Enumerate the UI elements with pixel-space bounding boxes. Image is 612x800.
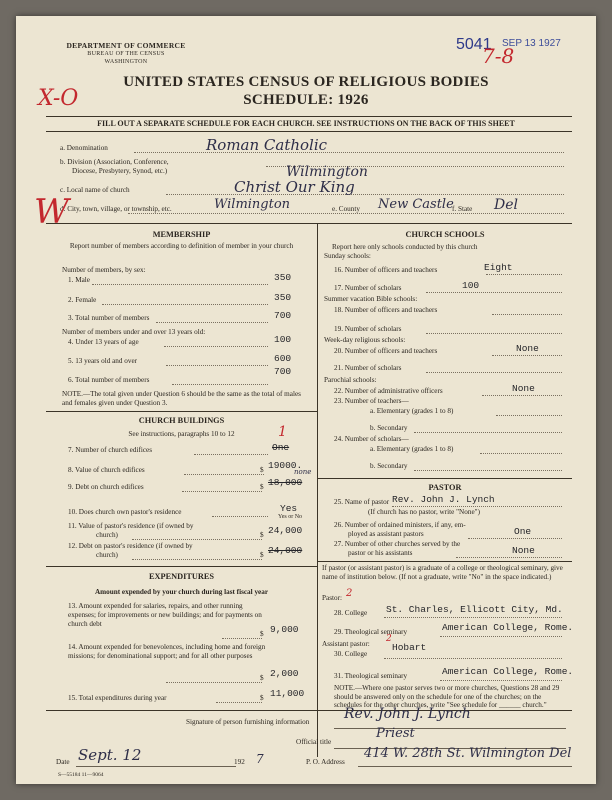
division-label-2: Diocese, Presbytery, Synod, etc.) [72,167,168,175]
q7-value: One [272,442,290,453]
q21-label: 21. Number of scholars [334,364,402,372]
vacation-schools-label: Summer vacation Bible schools: [324,295,418,303]
membership-instructions: Report number of members according to definition of member in your church [69,242,294,250]
q6-label: 6. Total number of members [68,376,150,384]
q2-value: 350 [274,292,292,303]
q31-label: 31. Theological seminary [334,672,408,680]
red-annotation-pastor: 2 [346,588,353,599]
q10-value: Yes [280,503,298,514]
q29-label: 29. Theological seminary [334,628,408,636]
q1-label: 1. Male [68,276,90,284]
q23b-label: b. Secondary [370,424,408,432]
q1-value: 350 [274,272,292,283]
year-label: 192 [234,758,245,766]
form-subtitle: SCHEDULE: 1926 [243,92,369,108]
local-name-value: Christ Our King [234,178,355,196]
q13-value: 9,000 [270,624,299,635]
q23a-label: a. Elementary (grades 1 to 8) [370,407,454,415]
schools-heading: CHURCH SCHOOLS [405,230,485,239]
pastor-label: Pastor: [322,594,342,602]
q10-label: 10. Does church own pastor's residence [68,508,182,516]
buildings-heading: CHURCH BUILDINGS [138,416,225,425]
q11-label: 11. Value of pastor's residence (if owned by [68,522,194,530]
division-value: Wilmington [286,164,368,180]
q3-value: 700 [274,310,292,321]
official-title-label: Official title [296,738,332,746]
q2-label: 2. Female [68,296,97,304]
parochial-schools-label: Parochial schools: [324,376,377,384]
age-label: Number of members under and over 13 years old: [62,328,206,336]
q27-label: 27. Number of other churches served by the [334,540,461,548]
signature-value: Rev. John J. Lynch [344,706,471,722]
q25-note: (If church has no pastor, write "None") [368,508,480,516]
q20-label: 20. Number of officers and teachers [334,347,438,355]
q26-label: 26. Number of ordained ministers, if any, em- [334,521,466,529]
q27-value: None [512,545,535,556]
year-value: 7 [256,752,264,766]
membership-heading: MEMBERSHIP [152,230,211,239]
schools-instructions: Report here only schools conducted by this church [332,243,478,251]
sunday-schools-label: Sunday schools: [324,252,371,260]
members-by-sex-label: Number of members, by sex: [62,266,146,274]
q7-label: 7. Number of church edifices [68,446,153,454]
yes-or-no-label: Yes or No [278,514,303,520]
department-block [56,42,196,66]
q25-value: Rev. John J. Lynch [392,494,495,505]
county-label: e. County [332,205,360,213]
q17-label: 17. Number of scholars [334,284,402,292]
county-value: New Castle [378,197,454,212]
q14-value: 2,000 [270,668,299,679]
q5-label: 5. 13 years old and over [68,357,138,365]
buildings-instructions: See instructions, paragraphs 10 to 12 [128,430,235,438]
q24b-label: b. Secondary [370,462,408,470]
pastor-heading: PASTOR [428,483,462,492]
denomination-label: a. Denomination [60,144,108,152]
file-number-stamp: 5041 [456,36,492,53]
state-label: f. State [452,205,473,213]
q29-value: American College, Rome. [442,622,574,633]
expenditures-instructions: Amount expended by your church during last fiscal year [94,588,269,596]
red-annotation-w: W [34,192,69,232]
q18-label: 18. Number of officers and teachers [334,306,438,314]
official-title-value: Priest [376,726,415,741]
q9-value: 18,000 [268,477,303,488]
q12-label: 12. Debt on pastor's residence (if owned by [68,542,193,550]
q28-value: St. Charles, Ellicott City, Md. [386,604,563,615]
state-value: Del [494,197,518,213]
q25-label: 25. Name of pastor [334,498,390,506]
q8-value: 19000. [268,460,303,471]
assistant-pastor-label: Assistant pastor: [322,640,370,648]
date-value: Sept. 12 [78,746,142,764]
bureau-name: BUREAU OF THE CENSUS [87,51,165,57]
form-code: S—55184 11—9064 [58,772,104,778]
q20-value: None [516,343,539,354]
q12-value: 24,000 [268,545,303,556]
q9-note: none [294,468,312,476]
q27-label-2: pastor or his assistants [348,549,413,557]
date-label: Date [56,758,70,766]
q3-label: 3. Total number of members [68,314,150,322]
q16-label: 16. Number of officers and teachers [334,266,438,274]
q4-label: 4. Under 13 years of age [68,338,139,346]
q5-value: 600 [274,353,292,364]
q12-label-2: church) [96,551,118,559]
department-name: DEPARTMENT OF COMMERCE [66,41,186,50]
red-annotation-top: 7-8 [482,44,515,68]
census-schedule-form: DEPARTMENT OF COMMERCE BUREAU OF THE CENSUS WASHINGTON 5041 SEP 13 1927 7-8 UNITED STATES CENSUS OF RELIGIOUS BODIES SCHEDULE: 1926 X-O FILL OUT A SEPARATE SCHEDULE FOR EACH CHURCH. SEE INSTRUCTIONS ON THE BACK OF THIS SHEET a. Denomination Roman Catholic b. Division (Association, Conference, Diocese, Presbytery, Synod, etc.) Wilmington c. Local name of church Christ Our King d. City, town, village, or township, etc. Wilmington e. County New Castle f. State Del W MEMBERSHIP Report number of members according to definition of member in your church Number of members, by sex: 1. Male 350 2. Female 350 3. Total number of members 700 Number of members under and over 13 years old: 4. Under 13 years of age 100 5. 13 years old and over 600 6. Total number of members 700 NOTE.—The total given under Question 6 should be the same as the total of males and females given under Question 3. CHURCH BUILDINGS See instructions, paragraphs 10 to 12 1 7. Number of church edifices One 8. Value of church edifices $ 19000. 9. Debt on church edifices $ 18,000 none 10. Does church own pastor's residence Yes Yes or No 11. Value of pastor's residence (if owned by church) $ 24,000 12. Debt on pastor's residence (if owned by church) $ 24,000 EXPENDITURES Amount expended by your church during last fiscal year 13. Amount expended for salaries, repairs, and other running expenses; for improvements or new buildings; and for payments on church debt $ 9,000 14. Amount expended for benevolences, including home and foreign missions; for denominational support; and for all other purposes $ 2,000 15. Total expenditures during year $ 11,000 CHURCH SCHOOLS Report here only schools conducted by this church Sunday schools: 16. Number of officers and teachers Eight 17. Number of scholars 100 Summer vacation Bible schools: 18. Number of officers and teachers 19. Number of scholars Week-day religious schools: 20. Number of officers and teachers None 21. Number of scholars Parochial schools: 22. Number of administrative officers None 23. Number of teachers— a. Elementary (grades 1 to 8) b. Secondary 24. Number of scholars— a. Elementary (grades 1 to 8) b. Secondary PASTOR 25. Name of pastor Rev. John J. Lynch (If church has no pastor, write "None") 26. Number of ordained ministers, if any, em- ployed as assistant pastors One 27. Number of other churches served by the pastor or his assistants None If pastor (or assistant pastor) is a graduate of a college or theological seminary, give name of institution below. (If not a graduate, write "No" in the space indicated.) Pastor: 2 28. College St. Charles, Ellicott City, Md. 29. Theological seminary American College, Rome. Assistant pastor: 2 30. College Hobart 31. Theological seminary American College, Rome. NOTE.—Where one pastor serves two or more churches, Questions 28 and 29 should be answered only on the schedule for one of the churches; on the schedules for the other churches, write "See schedule for ______ church." Signature of person furnishing information Rev. John J. Lynch Official title Priest Date Sept. 12 192 7 P. O. Address 414 W. 28th St. Wilmington Del S—55184 11—9064 [16,16,596,784]
q13-label: 13. Amount expended for salaries, repairs, and other running expenses; for improvements or new buildings; and for payments on church debt [68,602,262,628]
form-title: UNITED STATES CENSUS OF RELIGIOUS BODIES [123,74,489,90]
q24a-label: a. Elementary (grades 1 to 8) [370,445,454,453]
q31-value: American College, Rome. [442,666,574,677]
q11-value: 24,000 [268,525,303,536]
q22-label: 22. Number of administrative officers [334,387,443,395]
red-annotation-left: X-O [38,86,79,111]
q22-value: None [512,383,535,394]
q26-value: One [514,526,532,537]
instructions: FILL OUT A SEPARATE SCHEDULE FOR EACH CHURCH. SEE INSTRUCTIONS ON THE BACK OF THIS SHEET [97,119,515,128]
red-annotation-building: 1 [278,424,287,440]
address-value: 414 W. 28th St. Wilmington Del [364,746,572,761]
city-label: d. City, town, village, or township, etc. [60,205,172,213]
membership-note: NOTE.—The total given under Question 6 should be the same as the total of males and females given under Question 3. [62,390,301,407]
denomination-value: Roman Catholic [206,136,328,154]
bureau-city: WASHINGTON [104,59,148,65]
q30-label: 30. College [334,650,368,658]
city-value: Wilmington [214,197,291,212]
q11-label-2: church) [96,531,118,539]
local-name-label: c. Local name of church [60,186,130,194]
q8-label: 8. Value of church edifices [68,466,145,474]
address-label: P. O. Address [306,758,345,766]
q28-label: 28. College [334,609,368,617]
q19-label: 19. Number of scholars [334,325,402,333]
q9-label: 9. Debt on church edifices [68,483,144,491]
graduate-note: If pastor (or assistant pastor) is a graduate of a college or theological seminary, give name of institution below. (If not a graduate, write "No" in the space indicated.) [322,564,563,581]
q23-label: 23. Number of teachers— [334,397,409,405]
division-label: b. Division (Association, Conference, [60,158,169,166]
q14-label: 14. Amount expended for benevolences, including home and foreign missions; for denominational support; and for all other purposes [68,643,266,660]
q24-label: 24. Number of scholars— [334,435,409,443]
q6-value: 700 [274,366,292,377]
q26-label-2: ployed as assistant pastors [348,530,424,538]
q15-value: 11,000 [270,688,305,699]
expenditures-heading: EXPENDITURES [148,572,214,581]
q15-label: 15. Total expenditures during year [68,694,167,702]
q4-value: 100 [274,334,292,345]
multi-church-note: NOTE.—Where one pastor serves two or more churches, Questions 28 and 29 should be answered only on the schedule for one of the churches; on the schedules for the other churches, write "See schedule for ______ church." [334,684,560,709]
red-annotation-assistant: 2 [386,634,392,644]
weekday-schools-label: Week-day religious schools: [324,336,406,344]
date-stamp: SEP 13 1927 [502,38,561,49]
q17-value: 100 [462,280,480,291]
q16-value: Eight [484,262,513,273]
signature-label: Signature of person furnishing information [186,718,310,726]
q30-value: Hobart [392,642,427,653]
